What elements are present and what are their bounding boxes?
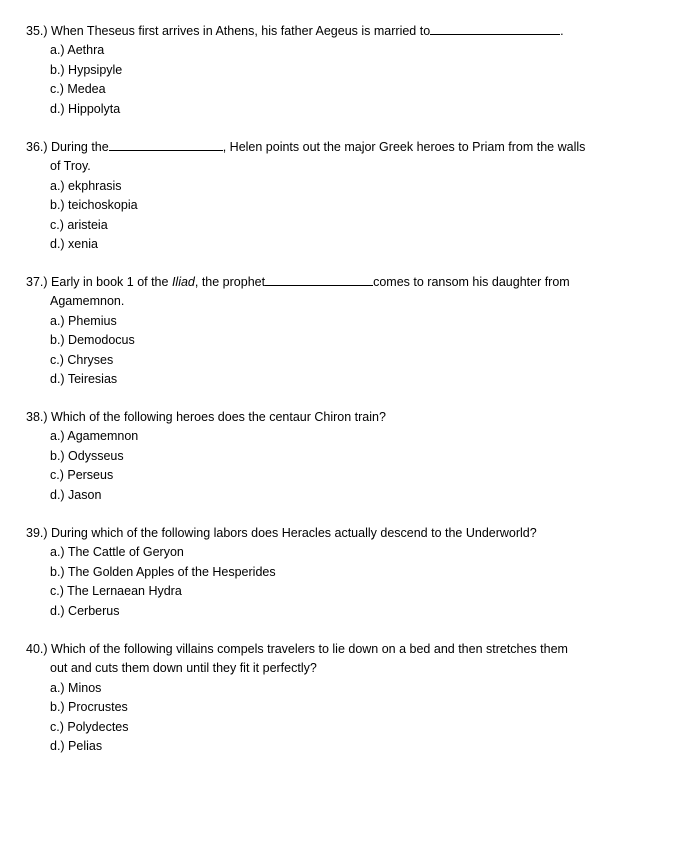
stem-continuation: out and cuts them down until they fit it perfectly? <box>50 661 317 676</box>
question-40 <box>26 640 666 756</box>
question-stem <box>26 524 666 543</box>
option-d: d.) Cerberus <box>50 603 120 618</box>
stem-text: Early in book 1 of the <box>51 275 169 289</box>
option-c: c.) The Lernaean Hydra <box>50 584 182 599</box>
option-b: b.) teichoskopia <box>50 198 138 213</box>
question-stem <box>26 138 666 157</box>
stem-continuation: Agamemnon. <box>50 294 125 309</box>
option-b: b.) Demodocus <box>50 333 135 348</box>
option-b: b.) Hypsipyle <box>50 62 123 77</box>
question-number: 36.) <box>26 140 48 154</box>
question-stem <box>26 273 666 292</box>
stem-text: Which of the following heroes does the centaur Chiron train? <box>51 410 386 424</box>
question-38 <box>26 408 666 505</box>
stem-end: . <box>560 24 564 38</box>
question-number: 39.) <box>26 526 48 540</box>
option-c: c.) aristeia <box>50 217 108 232</box>
option-a: a.) ekphrasis <box>50 178 122 193</box>
option-a: a.) The Cattle of Geryon <box>50 545 184 560</box>
option-a: a.) Phemius <box>50 313 117 328</box>
stem-text: Which of the following villains compels travelers to lie down on a bed and then stretches them <box>51 642 568 656</box>
answer-blank <box>430 22 560 35</box>
question-number: 40.) <box>26 642 48 656</box>
question-number: 37.) <box>26 275 48 289</box>
option-d: d.) Pelias <box>50 738 103 753</box>
question-37 <box>26 273 666 389</box>
option-b: b.) The Golden Apples of the Hesperides <box>50 564 276 579</box>
option-c: c.) Chryses <box>50 352 114 367</box>
answer-blank <box>265 273 373 286</box>
question-stem <box>26 408 666 427</box>
question-36 <box>26 138 666 254</box>
question-number: 38.) <box>26 410 48 424</box>
question-35 <box>26 22 666 119</box>
stem-text-mid: , the prophet <box>194 275 266 289</box>
option-d: d.) Teiresias <box>50 371 118 386</box>
stem-text: During the <box>51 140 109 154</box>
stem-text-after: comes to ransom his daughter from <box>373 275 570 289</box>
question-stem <box>26 640 666 659</box>
question-stem <box>26 22 666 41</box>
option-a: a.) Agamemnon <box>50 429 139 444</box>
question-number: 35.) <box>26 24 48 38</box>
answer-blank <box>109 138 223 151</box>
option-d: d.) Jason <box>50 487 102 502</box>
option-c: c.) Perseus <box>50 468 114 483</box>
stem-text: During which of the following labors does Heracles actually descend to the Underworld? <box>51 526 537 540</box>
option-c: c.) Polydectes <box>50 719 129 734</box>
stem-text: When Theseus first arrives in Athens, his father Aegeus is married to <box>51 24 431 38</box>
question-39 <box>26 524 666 621</box>
stem-continuation: of Troy. <box>50 159 91 174</box>
option-d: d.) Hippolyta <box>50 101 121 116</box>
stem-text-after: , Helen points out the major Greek heroes to Priam from the walls <box>222 140 586 154</box>
option-b: b.) Procrustes <box>50 700 128 715</box>
option-b: b.) Odysseus <box>50 448 124 463</box>
option-c: c.) Medea <box>50 82 106 97</box>
option-a: a.) Aethra <box>50 43 105 58</box>
book-title: Iliad <box>171 275 195 289</box>
option-a: a.) Minos <box>50 680 102 695</box>
option-d: d.) xenia <box>50 236 98 251</box>
